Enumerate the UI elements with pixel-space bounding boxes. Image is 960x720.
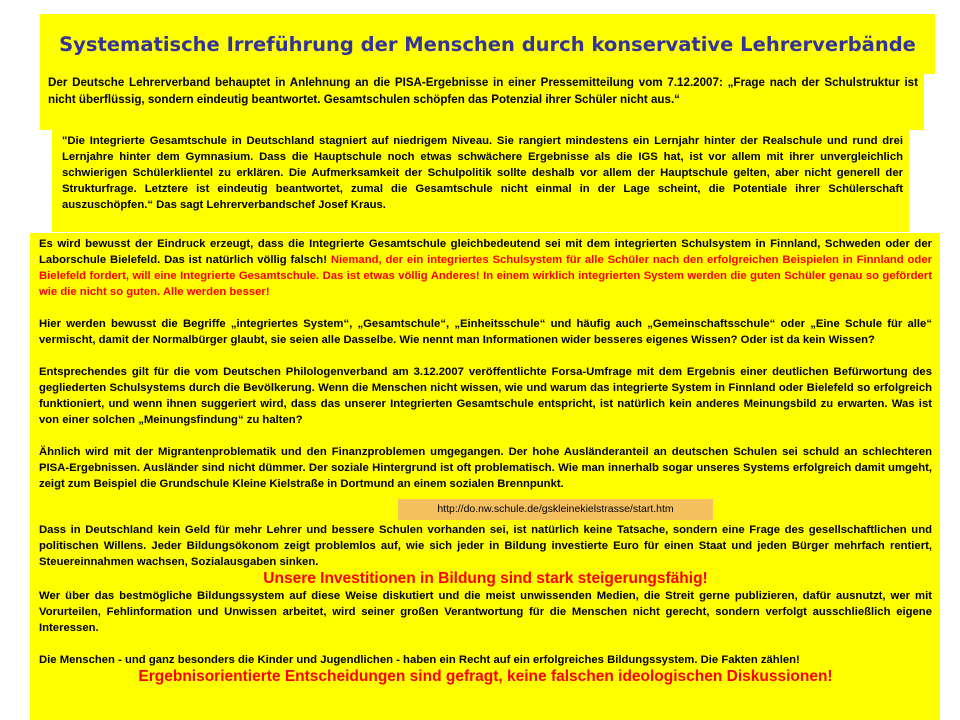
paragraph-gesamtschule-text: Es wird bewusst der Eindruck erzeugt, dass die Integrierte Gesamtschule gleichbedeutend sei mit dem integrierten Schulsystem in Finnland, Schweden oder der Laborschule Bielefeld. Das ist natürlich völlig falsch!	[39, 238, 932, 266]
headline-entscheidungen: Ergebnisorientierte Entscheidungen sind gefragt, keine falschen ideologischen Diskussionen!	[138, 668, 833, 685]
paragraph-migranten: Ähnlich wird mit der Migrantenproblematik und den Finanzproblemen umgegangen. Der hohe Ausländeranteil an deutschen Schulen sei schuld an schlechteren PISA-Ergebnissen. Ausländer sind nicht dümmer. Der soziale Hintergrund ist oft problematisch. Wie man innerhalb sogar unseres Systems erfolgreich damit umgeht, zeigt zum Beispiel die Grundschule Kleine Kielstraße in Dortmund an einem sozialen Brennpunkt.	[39, 446, 932, 490]
main-text	[39, 236, 932, 686]
paragraph-forsa: Entsprechendes gilt für die vom Deutschen Philologenverband am 3.12.2007 veröffentlichte Forsa-Umfrage mit dem Ergebnis einer deutlichen Befürwortung des gegliederten Schulsystems durch die Bevölkerung. Wenn die Menschen nicht wissen, wie und warum das integrierte System in Finnland oder Bielefeld so erfolgreich funktioniert, und wenn ihnen suggeriert wird, dass das unserer Integrierten Gesamtschule entspricht, ist natürlich kein anderes Meinungsbild zu erwarten. Was ist von einer solchen „Meinungsfindung“ zu halten?	[39, 366, 932, 426]
school-link[interactable]: http://do.nw.schule.de/gskleinekielstrasse/start.htm	[398, 499, 713, 520]
paragraph-gesamtschule-highlight: Niemand, der ein integriertes Schulsystem für alle Schüler nach den erfolgreichen Beispielen in Finnland oder Bielefeld fordert, will eine Integrierte Gesamtschule. Das ist etwas völlig Anderes! In einem wirklich integrierten System werden die guten Schüler genau so gefördert wie die nicht so guten. Alle werden besser!	[39, 254, 933, 298]
headline-investitionen: Unsere Investitionen in Bildung sind stark steigerungsfähig!	[263, 570, 708, 587]
page-title: Systematische Irreführung der Menschen durch konservative Lehrerverbände	[59, 33, 916, 56]
paragraph-begriffe: Hier werden bewusst die Begriffe „integriertes System“, „Gesamtschule“, „Einheitsschule“ und häufig auch „Gemeinschaftsschule“ oder „Eine Schule für alle“ vermischt, damit der Normalbürger glaubt, sie seien alle Dasselbe. Wie nennt man Informationen wider besseres eigenes Wissen? Oder ist da kein Wissen?	[39, 318, 932, 346]
title-banner	[40, 14, 935, 74]
paragraph-finanzen: Dass in Deutschland kein Geld für mehr Lehrer und bessere Schulen vorhanden sei, ist natürlich keine Tatsache, sondern eine Frage des gesellschaftlichen und politischen Willens. Jeder Bildungsökonom zeigt problemlos auf, wie sich jeder in Bildung investierte Euro für einen Staat und jeden Bürger mehrfach rentiert, Steuereinnahmen wachsen, Sozialausgaben sinken.	[39, 524, 932, 568]
paragraph-recht: Die Menschen - und ganz besonders die Kinder und Jugendlichen - haben ein Recht auf ein erfolgreiches Bildungssystem. Die Fakten zählen!	[39, 654, 800, 666]
lehrerverband-quote: Der Deutsche Lehrerverband behauptet in Anlehnung an die PISA-Ergebnisse in einer Pressemitteilung vom 7.12.2007: „Frage nach der Schulstruktur ist nicht überflüssig, sondern eindeutig beantwortet. Gesamtschulen schöpfen das Potenzial ihrer Schüler nicht aus.“	[48, 76, 918, 106]
main-text-box	[30, 233, 940, 720]
lehrerverband-quote-box	[40, 72, 924, 130]
paragraph-verantwortung: Wer über das bestmögliche Bildungssystem auf diese Weise diskutiert und die meist unwissenden Medien, die Streit gerne publizieren, dafür ausnutzt, wer mit Vorurteilen, Fehlinformation und Unwissen arbeitet, wird seiner großen Verantwortung für die Menschen nicht gerecht, sondern verfolgt ausschließlich eigene Interessen.	[39, 590, 932, 634]
kraus-quote: "Die Integrierte Gesamtschule in Deutschland stagniert auf niedrigem Niveau. Sie rangiert mindestens ein Lernjahr hinter der Realschule und rund drei Lernjahre hinter dem Gymnasium. Dass die Hauptschule noch etwas schwächere Ergebnisse als die IGS hat, ist vor allem mit ihrer unvergleichlich schwierigen Schülerklientel zu erklären. Die Aufmerksamkeit der Schulpolitik sollte deshalb vor allem der Hauptschule gelten, aber nicht generell der Strukturfrage. Letztere ist eindeutig beantwortet, zumal die Gesamtschule nicht einmal in der Lage scheint, die Potentiale ihrer Schülerschaft auszuschöpfen.“ Das sagt Lehrerverbandschef Josef Kraus.	[62, 135, 903, 211]
kraus-quote-box	[52, 130, 909, 232]
paragraph-gesamtschule	[39, 236, 932, 300]
